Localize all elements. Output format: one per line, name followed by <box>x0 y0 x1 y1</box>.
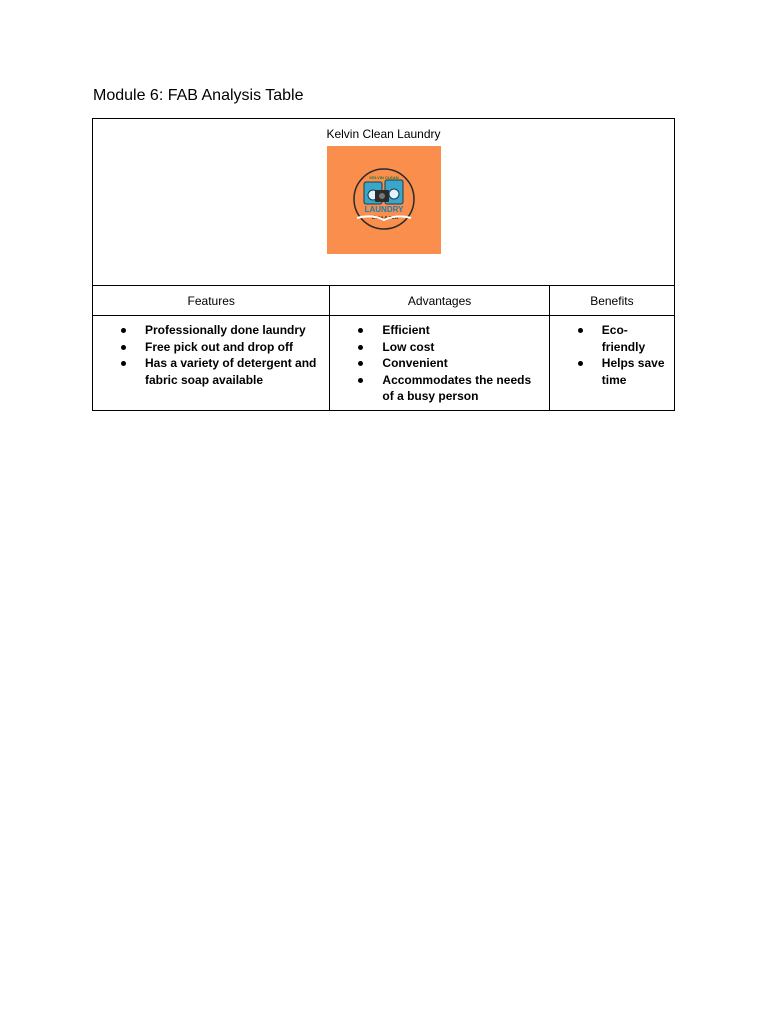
features-column-header: Features <box>93 286 330 316</box>
bullet-icon <box>121 361 126 366</box>
list-item: Eco-friendly <box>550 322 674 355</box>
list-item: Convenient <box>330 355 548 372</box>
company-name: Kelvin Clean Laundry <box>326 127 441 141</box>
fab-analysis-table <box>92 118 675 411</box>
benefits-column-header: Benefits <box>549 286 674 316</box>
bullet-icon <box>358 361 363 366</box>
bullet-icon <box>578 328 583 333</box>
features-cell <box>93 316 330 411</box>
bullet-icon <box>358 345 363 350</box>
list-item: Efficient <box>330 322 548 339</box>
list-item: Low cost <box>330 339 548 356</box>
bullet-icon <box>121 328 126 333</box>
bullet-icon <box>578 361 583 366</box>
advantages-cell <box>330 316 549 411</box>
company-header-cell <box>93 119 675 286</box>
advantages-column-header: Advantages <box>330 286 549 316</box>
list-item: Accommodates the needs of a busy person <box>330 372 548 405</box>
logo-top-text: KELVIN CLEAN <box>368 175 399 180</box>
bullet-icon <box>121 345 126 350</box>
logo-main-text: LAUNDRY <box>364 205 403 214</box>
page-title: Module 6: FAB Analysis Table <box>93 87 304 104</box>
bullet-icon <box>358 378 363 383</box>
list-item: Helps save time <box>550 355 674 388</box>
features-list <box>93 322 329 388</box>
list-item: Has a variety of detergent and fabric soap available <box>93 355 329 388</box>
benefits-list <box>550 322 674 388</box>
laundry-logo-icon <box>327 146 441 254</box>
bullet-icon <box>358 328 363 333</box>
list-item: Professionally done laundry <box>93 322 329 339</box>
advantages-list <box>330 322 548 405</box>
list-item: Free pick out and drop off <box>93 339 329 356</box>
logo-sub-text: clean & Fast <box>371 215 398 220</box>
benefits-cell <box>549 316 674 411</box>
